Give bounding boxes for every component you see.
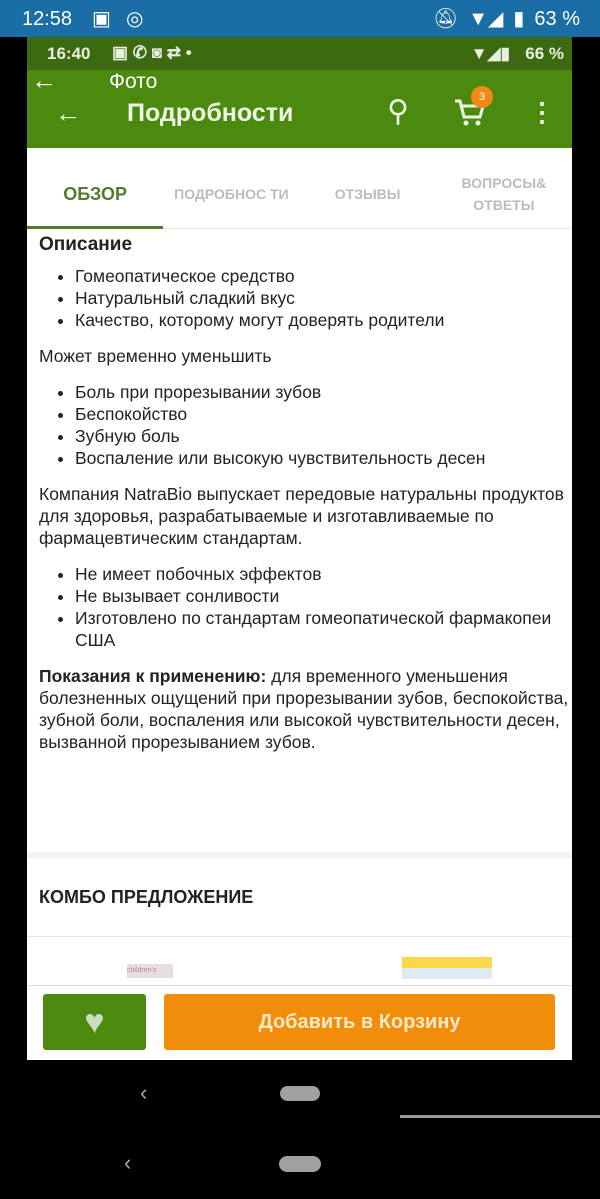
tab-overview[interactable]: ОБЗОР — [27, 159, 163, 228]
list-item: • Качество, которому могут доверять родители — [75, 309, 569, 331]
description-heading: Описание — [39, 234, 133, 255]
list-item: • Зубную боль — [75, 425, 569, 447]
description — [39, 233, 569, 767]
paragraph: Компания NatraBio выпускает передовые натуральны продуктов для здоровья, разрабатываемые и изготавливаемые по фармацевтическим стандартам. — [39, 484, 564, 548]
wifi-icon: ▼◢ — [468, 8, 504, 30]
screenshot-photo — [27, 37, 572, 1060]
combo-product-thumbnail[interactable]: children's — [127, 964, 173, 978]
inner-nav-home-pill — [280, 1086, 320, 1101]
indications-text: для временного уменьшения болезненных ощущений при прорезывании зубов, беспокойства, зубной боли, воспаления или высокой чувствительности десен, вызванной прорезыванием зубов. — [39, 666, 569, 752]
combo-title: КОМБО ПРЕДЛОЖЕНИЕ — [39, 887, 254, 907]
list-item: • Не имеет побочных эффектов — [75, 563, 569, 585]
battery-icon: ▮ — [513, 8, 525, 30]
nav-back-icon[interactable]: ‹ — [124, 1150, 132, 1175]
list-item: • Боль при прорезывании зубов — [75, 381, 569, 403]
image-icon: ▣ — [92, 8, 111, 30]
inner-status-bar — [27, 37, 572, 70]
clock: 12:58 — [22, 8, 73, 30]
tab-reviews[interactable]: ОТЗЫВЫ — [334, 185, 401, 202]
indications-label: Показания к применению: — [39, 666, 267, 686]
inner-nav-back-icon: ‹ — [140, 1080, 148, 1105]
outer-status-bar — [0, 0, 600, 37]
indications — [39, 665, 569, 753]
bottom-action-bar — [27, 985, 572, 1060]
benefit-list — [75, 563, 569, 651]
list-item: • Гомеопатическое средство — [75, 265, 569, 287]
chrome-icon: ◎ — [126, 8, 144, 30]
inner-clock: 16:40 — [47, 44, 91, 63]
mute-icon: 🔕︎ — [432, 8, 459, 30]
add-to-cart-button[interactable]: Добавить в Корзину — [164, 994, 555, 1050]
feature-list — [75, 265, 569, 331]
search-icon[interactable]: ⚲ — [387, 95, 409, 128]
wishlist-button[interactable] — [43, 994, 146, 1050]
list-item: • Натуральный сладкий вкус — [75, 287, 569, 309]
notification-icons: ▣ ✆ ◙ ⇄ • — [112, 43, 192, 62]
combo-product-thumbnail[interactable] — [402, 957, 492, 979]
page-title: Подробности — [127, 99, 294, 127]
relief-list — [75, 381, 569, 469]
tab-details[interactable]: ПОДРОБНОС ТИ — [174, 185, 289, 202]
list-item: • Беспокойство — [75, 403, 569, 425]
list-item: • Не вызывает сонливости — [75, 585, 569, 607]
list-item: • Воспаление или высокую чувствительность десен — [75, 447, 569, 469]
tab-questions[interactable]: ВОПРОСЫ& ОТВЕТЫ — [461, 174, 547, 213]
photo-back-arrow-icon[interactable]: ← — [31, 65, 57, 95]
back-arrow-icon[interactable]: ← — [55, 98, 81, 128]
inner-battery-level: 66 % — [525, 44, 564, 63]
app-bar — [27, 65, 572, 148]
cart-badge: 3 — [471, 86, 493, 108]
more-menu-icon[interactable]: ⋮ — [529, 97, 555, 127]
heart-icon: ♥ — [84, 1003, 105, 1041]
photo-viewer-label: Фото — [109, 70, 158, 93]
list-item: • Изготовлено по стандартам гомеопатической фармакопеи США — [75, 607, 569, 651]
battery-level: 63 % — [534, 8, 580, 30]
paragraph: Может временно уменьшить — [39, 346, 272, 366]
tab-bar — [27, 159, 572, 229]
divider — [400, 1115, 600, 1118]
nav-home-pill[interactable] — [279, 1156, 321, 1172]
signal-icon: ▼◢▮ — [470, 44, 510, 63]
combo-section — [27, 852, 572, 937]
